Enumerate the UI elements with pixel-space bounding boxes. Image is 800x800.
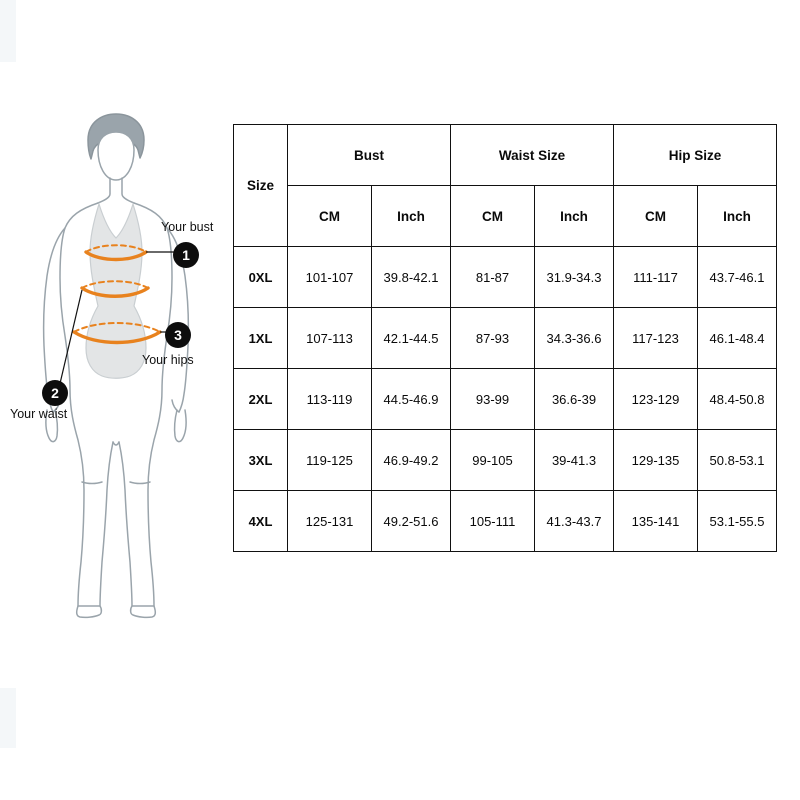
measurement-figure [10, 110, 230, 620]
cell-bust-cm: 101-107 [288, 247, 372, 308]
header-bust-inch: Inch [372, 186, 451, 247]
header-bust-cm: CM [288, 186, 372, 247]
cell-waist-cm: 105-111 [451, 491, 535, 552]
table-row [234, 308, 777, 369]
cell-waist-cm: 99-105 [451, 430, 535, 491]
header-hip-inch: Inch [698, 186, 777, 247]
cell-size: 3XL [234, 430, 288, 491]
cell-bust-inch: 42.1-44.5 [372, 308, 451, 369]
female-body-illustration [20, 110, 230, 620]
header-waist: Waist Size [451, 125, 614, 186]
cell-hip-inch: 50.8-53.1 [698, 430, 777, 491]
cell-bust-cm: 113-119 [288, 369, 372, 430]
cell-hip-inch: 43.7-46.1 [698, 247, 777, 308]
cell-hip-inch: 53.1-55.5 [698, 491, 777, 552]
cell-bust-inch: 39.8-42.1 [372, 247, 451, 308]
cell-hip-cm: 111-117 [614, 247, 698, 308]
callout-number-2: 2 [51, 385, 59, 401]
header-bust: Bust [288, 125, 451, 186]
cell-waist-inch: 41.3-43.7 [535, 491, 614, 552]
cell-hip-cm: 129-135 [614, 430, 698, 491]
cell-waist-cm: 81-87 [451, 247, 535, 308]
table-header-unit-row [234, 186, 777, 247]
cell-size: 0XL [234, 247, 288, 308]
cell-waist-cm: 87-93 [451, 308, 535, 369]
callout-number-3: 3 [174, 327, 182, 343]
cell-bust-inch: 49.2-51.6 [372, 491, 451, 552]
callout-number-1: 1 [182, 247, 190, 263]
cell-hip-cm: 123-129 [614, 369, 698, 430]
header-hip-cm: CM [614, 186, 698, 247]
callout-marker-3 [165, 322, 191, 348]
swimsuit-shape [86, 204, 146, 378]
cell-waist-inch: 39-41.3 [535, 430, 614, 491]
cell-bust-cm: 125-131 [288, 491, 372, 552]
header-waist-cm: CM [451, 186, 535, 247]
size-chart-table [233, 124, 777, 552]
cell-waist-inch: 36.6-39 [535, 369, 614, 430]
cell-bust-cm: 107-113 [288, 308, 372, 369]
cell-hip-cm: 135-141 [614, 491, 698, 552]
background-band-bottom-left [0, 688, 16, 748]
table-row [234, 247, 777, 308]
cell-hip-cm: 117-123 [614, 308, 698, 369]
callout-marker-2 [42, 380, 68, 406]
cell-waist-cm: 93-99 [451, 369, 535, 430]
cell-bust-inch: 46.9-49.2 [372, 430, 451, 491]
header-waist-inch: Inch [535, 186, 614, 247]
cell-bust-inch: 44.5-46.9 [372, 369, 451, 430]
table-row [234, 369, 777, 430]
cell-size: 2XL [234, 369, 288, 430]
cell-waist-inch: 34.3-36.6 [535, 308, 614, 369]
callout-label-bust: Your bust [161, 220, 214, 234]
table-row [234, 491, 777, 552]
cell-hip-inch: 46.1-48.4 [698, 308, 777, 369]
table-row [234, 430, 777, 491]
background-band-top-left [0, 0, 16, 62]
cell-bust-cm: 119-125 [288, 430, 372, 491]
cell-waist-inch: 31.9-34.3 [535, 247, 614, 308]
cell-size: 1XL [234, 308, 288, 369]
header-hip: Hip Size [614, 125, 777, 186]
table-header-group-row [234, 125, 777, 186]
callout-marker-1 [173, 242, 199, 268]
cell-size: 4XL [234, 491, 288, 552]
callout-label-hips: Your hips [142, 353, 194, 367]
header-size: Size [234, 125, 288, 247]
cell-hip-inch: 48.4-50.8 [698, 369, 777, 430]
callout-label-waist: Your waist [10, 407, 68, 421]
